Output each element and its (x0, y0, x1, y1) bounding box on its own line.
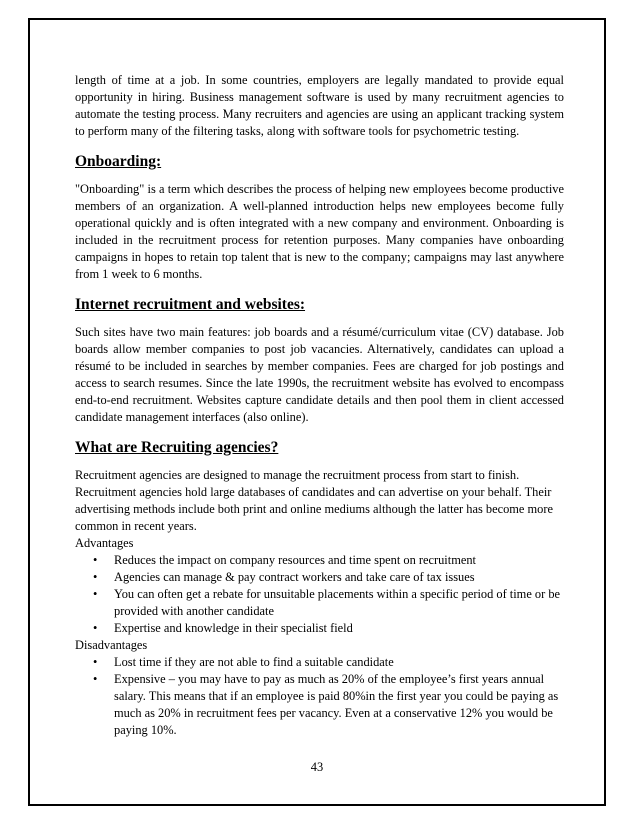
list-item-text: Agencies can manage & pay contract workers and take care of tax issues (114, 570, 475, 584)
intro-paragraph: length of time at a job. In some countries, employers are legally mandated to provide equal opportunity in hiring. Business management software is used by many recruitment agencies to automate the testing process. Many recruiters and agencies are using an applicant tracking system to perform many of the filtering tasks, along with software tools for psychometric testing. (75, 73, 564, 138)
list-item (75, 586, 564, 620)
internet-recruitment-heading: Internet recruitment and websites: (75, 296, 306, 313)
bullet-icon: • (93, 553, 98, 567)
advantages-label: Advantages (75, 536, 134, 550)
disadvantages-list (75, 654, 564, 739)
list-item-text: Expertise and knowledge in their specialist field (114, 621, 353, 635)
bullet-icon: • (93, 570, 98, 584)
advantages-list (75, 552, 564, 637)
list-item-text: Lost time if they are not able to find a suitable candidate (114, 655, 394, 669)
bullet-icon: • (93, 655, 98, 669)
disadvantages-label: Disadvantages (75, 638, 148, 652)
page-content (75, 72, 564, 739)
list-item (75, 654, 564, 671)
list-item (75, 552, 564, 569)
onboarding-paragraph: "Onboarding" is a term which describes the process of helping new employees become productive members of an organization. A well-planned introduction helps new employees become fully operational quickly and is often integrated with a new company and environment. Onboarding is included in the recruitment process for retention purposes. Many companies have onboarding campaigns in hopes to retain top talent that is new to the company; campaigns may last anywhere from 1 week to 6 months. (75, 182, 564, 281)
onboarding-heading: Onboarding: (75, 153, 162, 170)
internet-recruitment-paragraph: Such sites have two main features: job boards and a résumé/curriculum vitae (CV) database. Job boards allow member companies to post job vacancies. Alternatively, candidates can upload a résumé to be included in searches by member companies. Fees are charged for job postings and access to search resumes. Since the late 1990s, the recruitment website has evolved to encompass end-to-end recruitment. Websites capture candidate details and then pool them in client accessed candidate management interfaces (also online). (75, 325, 564, 424)
list-item-text: You can often get a rebate for unsuitable placements within a specific period of time or be provided with another candidate (114, 587, 561, 618)
list-item-text: Expensive – you may have to pay as much as 20% of the employee’s first years annual salary. This means that if an employee is paid 80%in the first year you could be paying as much as 20% in recruitment fees per vacancy. Even at a conservative 12% you would be paying 10%. (114, 672, 559, 737)
page-number: 43 (310, 760, 324, 774)
bullet-icon: • (93, 587, 98, 601)
list-item (75, 671, 564, 739)
recruiting-agencies-heading: What are Recruiting agencies? (75, 439, 279, 456)
list-item (75, 569, 564, 586)
bullet-icon: • (93, 672, 98, 686)
list-item (75, 620, 564, 637)
list-item-text: Reduces the impact on company resources and time spent on recruitment (114, 553, 476, 567)
page-frame (28, 18, 606, 806)
bullet-icon: • (93, 621, 98, 635)
recruiting-agencies-paragraph: Recruitment agencies are designed to manage the recruitment process from start to finish. Recruitment agencies hold large databases of candidates and can advertise on your behalf. Their advertising methods include both print and online mediums although the latter has become more common in recent years. (75, 468, 553, 533)
